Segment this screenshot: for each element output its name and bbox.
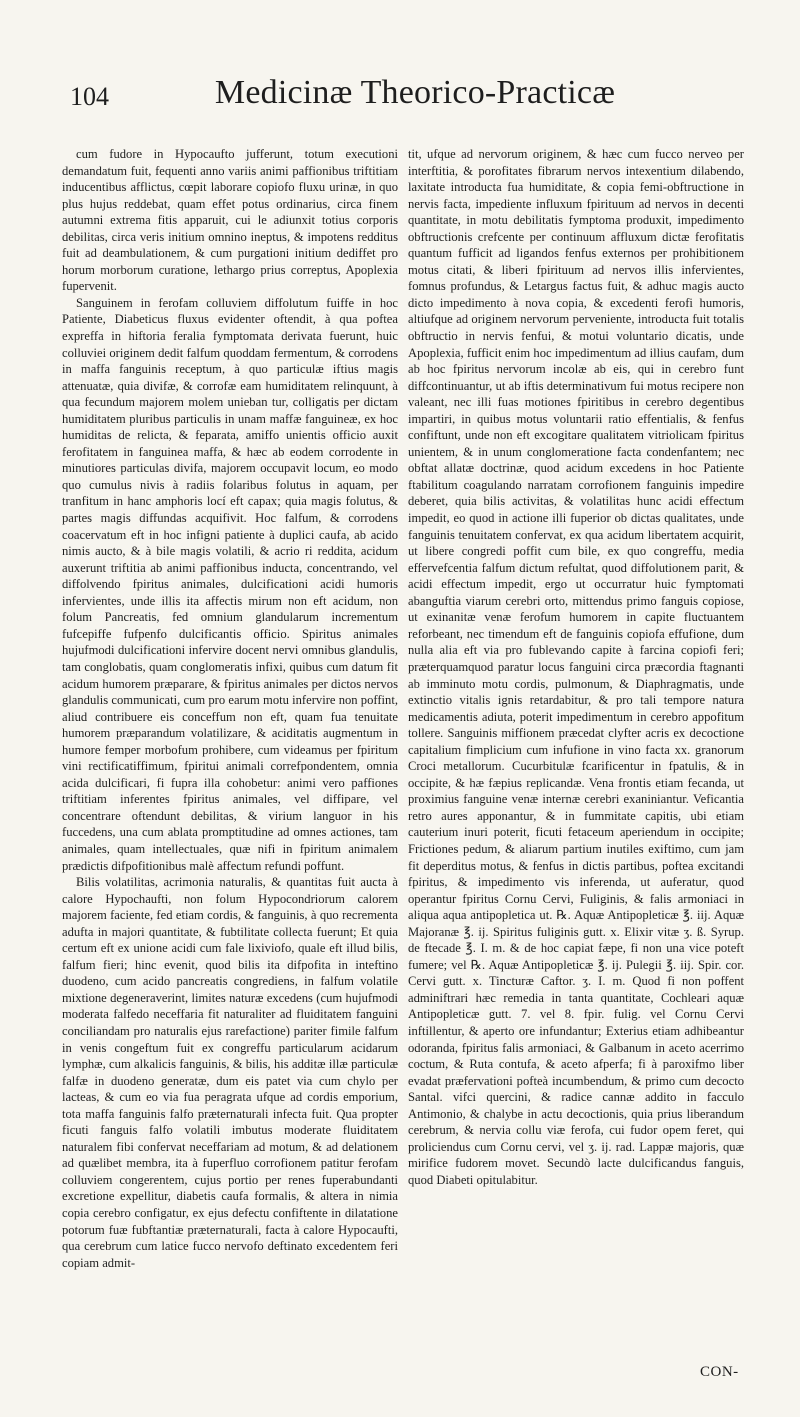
left-paragraph-2: Sanguinem in ferofam colluviem diffolutum fuiffe in hoc Patiente, Diabeticus fluxus evidenter oftendit, à qua poftea expreffa in hiftoria feralia fymptomata derivata fuerunt, huic colluviei originem dedit falfum quoddam fermentum, & corrodens in maffa fanguinis receptum, à quo particulæ iftius magis attenuatæ, quia divifæ, & corrofæ eam humiditatem relinquunt, à qua fecundum majorem molem unieban tur, colligatis per dictam humiditatem pluribus particulis in unam maffæ fanguineæ, ex hoc humiditas de relicta, & feparata, amiffo unientis officio auxit ferofitatem in fanguinea maffa, & hæc ab eodem corrodente in minutiores particulas divifa, majorem occupavit locum, eo modo quo cumulus nivis à radiis folaribus folutus in aquam, per tranfitum in hanc amphoris locí eft capax; quia magis folutus, & partes magis diffundas acquifivit. Hoc falfum, & corrodens coacervatum eft in hoc infigni patiente à duplici caufa, ab acido nimis aucto, & à bile magis volatili, & acrio ri reddita, acidum auxerunt triftitia ab animi paffionibus inducta, concentrando, vel diffolvendo fpiritus animales, dulcificationi acidi humoris infervientes, unde illis ita affectis mirum non eft acidum, non folum Pancreatis, fed omnium glandularum incrementum fufcepiffe fufpenfo dulcificantis officio. Spiritus animales hujufmodi dulcificationi infervire docent nervi omnibus glandulis, tam conglobatis, quam conglomeratis infixi, quibus cum datum fit acidum humorem præparare, & fpiritus animales per dictos nervos glandulis communicati, cum pro earum motu infervire non poffint, aliud contribuere eis conceffum non eft, quam fua tenuitate humorem præparandum volatilizare, & aciditatis augmentum in humore femper morbofum prohibere, cum videamus per fpiritum vini rectificatiffimum, fpiritui animali correfpondentem, omnia acida dulcificari, fi fupra illa cohobetur: animi vero paffiones triftitiam inferentes fpiritus animales, vel diffipare, vel concentrare oftendunt debilitas, & virium languor in his fuccedens, una cum ablata promptitudine ad omnes actiones, tam animales, quam intellectuales, quæ nifi in fpiritum animalem prædictis difpofitionibus malè affectum refundi poffunt. <box>62 295 398 873</box>
left-paragraph-3: Bilis volatilitas, acrimonia naturalis, & quantitas fuit aucta à calore Hypochaufti, non folum Hypocondriorum calorem majorem faciente, fed etiam cordis, & fanguinis, à quo recrementa adufta in majori quantitate, & fubtilitate collecta fuerunt; Et quia certum eft ex unione acidi cum fale lixiviofo, quale eft illud bilis, falfum fieri; hinc evenit, quod bilis ita difpofita in inteftino duodeno, cum acido pancreatis congrediens, in falfum volatile mixtione degeneraverint, limites naturæ excedens (cum hujufmodi moderata falfedo neceffaria fit naturaliter ad fluiditatem fanguini conciliandam pro naturalis ejus rarefactione) pariter fimile falfum in venis congeftum fuit ex congreffu particularum acidarum lymphæ, cum alkalicis fanguinis, & bilis, his additæ illæ particulæ falfæ in duodeno generatæ, dum eis patet via cum chylo per lacteas, & cum eo via fua peragrata ufque ad cordis emporium, tota maffa fanguinis falfo præternaturali infecta fuit. Qua propter ficuti fanguis falfo volatili imbutus moderate fluiditatem naturalem fibi confervat neceffariam ad motum, & ad delationem ad quælibet membra, ita à fuperfluo corrofionem patitur ferofam colluviem congerentem, cujus portio per renes fuperabundanti excretione expellitur, diabetis caufa formalis, & altera in nimia copia cerebro configatur, ex ejus defectu confiftente in dilatatione potorum fuæ fubftantiæ præternaturali, facta à calore Hypocaufti, qua cerebrum cum latice fucco nervofo deftinato excedentem feri copiam admit- <box>62 875 398 1270</box>
left-column <box>62 146 398 1386</box>
right-column <box>408 146 744 1386</box>
running-title: Medicinæ Theorico-Practicæ <box>214 74 616 111</box>
page-number: 104 <box>70 82 109 111</box>
catchword: CON- <box>700 1364 739 1380</box>
page-header <box>70 72 760 118</box>
left-paragraph-1: cum fudore in Hypocaufto jufferunt, totum executioni demandatum fuit, fequenti anno variis animi paffionibus triftitiam inducentibus afflictus, cœpit laborare copiofo fluxu urinæ, in quo plus hujus reddebat, quam effet potus ordinarius, circa finem autumni extrema fitis apparuit, cui le adiunxit totius corporis debilitas, circa veris initium omnino ineptus, & impotens redditus fuit ad deambulationem, & cum purgationi initium dediffet pro horum morborum curatione, lethargo prius correptus, Apoplexia fupervenit. <box>62 147 398 294</box>
right-paragraph-1: tit, ufque ad nervorum originem, & hæc cum fucco nerveo per interftitia, & porofitates fibrarum nervos intexentium dilabendo, laxitate introducta fua humiditate, & copia femi-obftructione in nervis facta, impediente influxum fpirituum ad nervos in decenti quantitate, in motu debilitatis fymptoma produxit, impedimento obftructionis crefcente per continuum affluxum dictæ ferofitatis quantum fufficit ad ligandos fenfus externos per prohibitionem motus citati, & liberi fpirituum ad nervos illis infervientes, fomnus profundus, & Letargus factus fuit, & adhuc magis aucto dicto impedimento à nova copia, & excedenti ferofi humoris, altiufque ad originem nervorum perveniente, introducta fuit totalis obftructio in nervis fenfui, & motui voluntario dicatis, unde Apoplexia, fufficit enim hoc impedimentum ad illius caufam, dum ab hoc fpiritus nervorum incolæ ab eis, qui in cerebro funt diffcontinuantur, ut ab iftis determinativum fui motus recipere non valeant, nec illi fuas motiones fpiritibus in cerebro degentibus impartiri, in quibus motus voluntarii ratio effentialis, & fenfus confiftunt, unde non eft excogitare qualitatem vitriolicam fpiritus unientem, & in unum conglomeratione facta condenfantem; nec obftat allatæ doctrinæ, quod acidum excedens in hoc Patiente ftabilitum coagulando narratam corrofionem fanguinis impedire deberet, quia bilis activitas, & volatilitas hunc acidi effectum impedit, eo quod in actione illi fuperior ob dictas qualitates, unde fanguinis tenuitatem confervat, ex qua acidum libertatem acquirit, ut libere congredi poffit cum bile, ex quo congreffu, media effervefcentia falfum dictum refultat, quod diffolutionem parit, & acidi effectum impedit, ergo ut occurratur huic fymptomati abanguftia viarum cerebri orto, mittendus primo fanguis copiose, ut exinanitæ venæ ferofum humorem in capite fluctuantem reforbeant, nec timendum eft de fanguinis copiofa effufione, dum nulla alia eft via pro fublevando capite à farcina copiofi feri; præterquamquod paratur locus fanguini circa præcordia ftagnanti ab imminuto motu cordis, pulmonum, & Diaphragmatis, unde extinctio vitalis ignis retardabitur, & pro tali tempore natura medicamentis adiuta, poterit impedimentum in cerebro appofitum tollere. Sanguinis miffionem præcedat clyfter acris ex decoctione capitalium fimplicium cum infufione in vino facta xx. granorum Croci metallorum. Cucurbitulæ fcarificentur in fpatulis, & in occipite, & hæ fæpius replicandæ. Vena frontis etiam fecanda, ut proximius fanguine venæ internæ cerebri exaniniantur. Veficantia retro aures apponantur, & in fummitate capitis, ubi etiam cauterium inuri poterit, ficuti fetaceum aperiendum in occipite; Frictiones pedum, & aliarum partium inutiles exiftimo, cum jam fit deperditus motus, & fenfus in dictis partibus, poftea excitandi fpiritus, & impedimento vis inferenda, ut auferatur, quod operantur fpiritus Cornu Cervi, Fuliginis, & falis armoniaci in aliqua aqua antipopletica ut. ℞. Aquæ Antipopleticæ ℥. iij. Aquæ Majoranæ ℥. ij. Spiritus fuliginis gutt. x. Elixir vitæ ʒ. ß. Syrup. de ftecade ℥. I. m. & de hoc capiat fæpe, fi non una vice poteft fumere; vel ℞. Aquæ Antipopleticæ ℥. ij. Pulegii ℥. iij. Spir. cor. Cervi gutt. x. Tincturæ Caftor. ʒ. I. m. Quod fi non poffent adminiftrari hæc remedia in tanta quantitate, Cochleari aquæ Antipopleticæ gutt. 7. vel 8. fpir. fulig. vel Cornu Cervi inftillentur, & aperto ore infundantur; Exterius etiam adhibeantur odoranda, fpiritus falis armoniaci, & Galbanum in aceto acerrimo coctum, & Ruta contufa, & aceto afperfa; fi à paroxifmo liber evadat præfervationi pofteà incumbendum, & primo cum decocto Santal. vifci quercini, & radice cannæ addito in facculo Antimonio, & chalybe in actu decoctionis, quia prius liberandum cerebrum, & nervia collu viæ ferofa, cui fudor opem feret, qui proliciendus cum Cornu cervi, vel ʒ. ij. rad. Lappæ majoris, quæ mirifice fudorem movet. Secundò lacte dulcificandus fanguis, quod Diabeti opitulabitur. <box>408 147 744 1187</box>
